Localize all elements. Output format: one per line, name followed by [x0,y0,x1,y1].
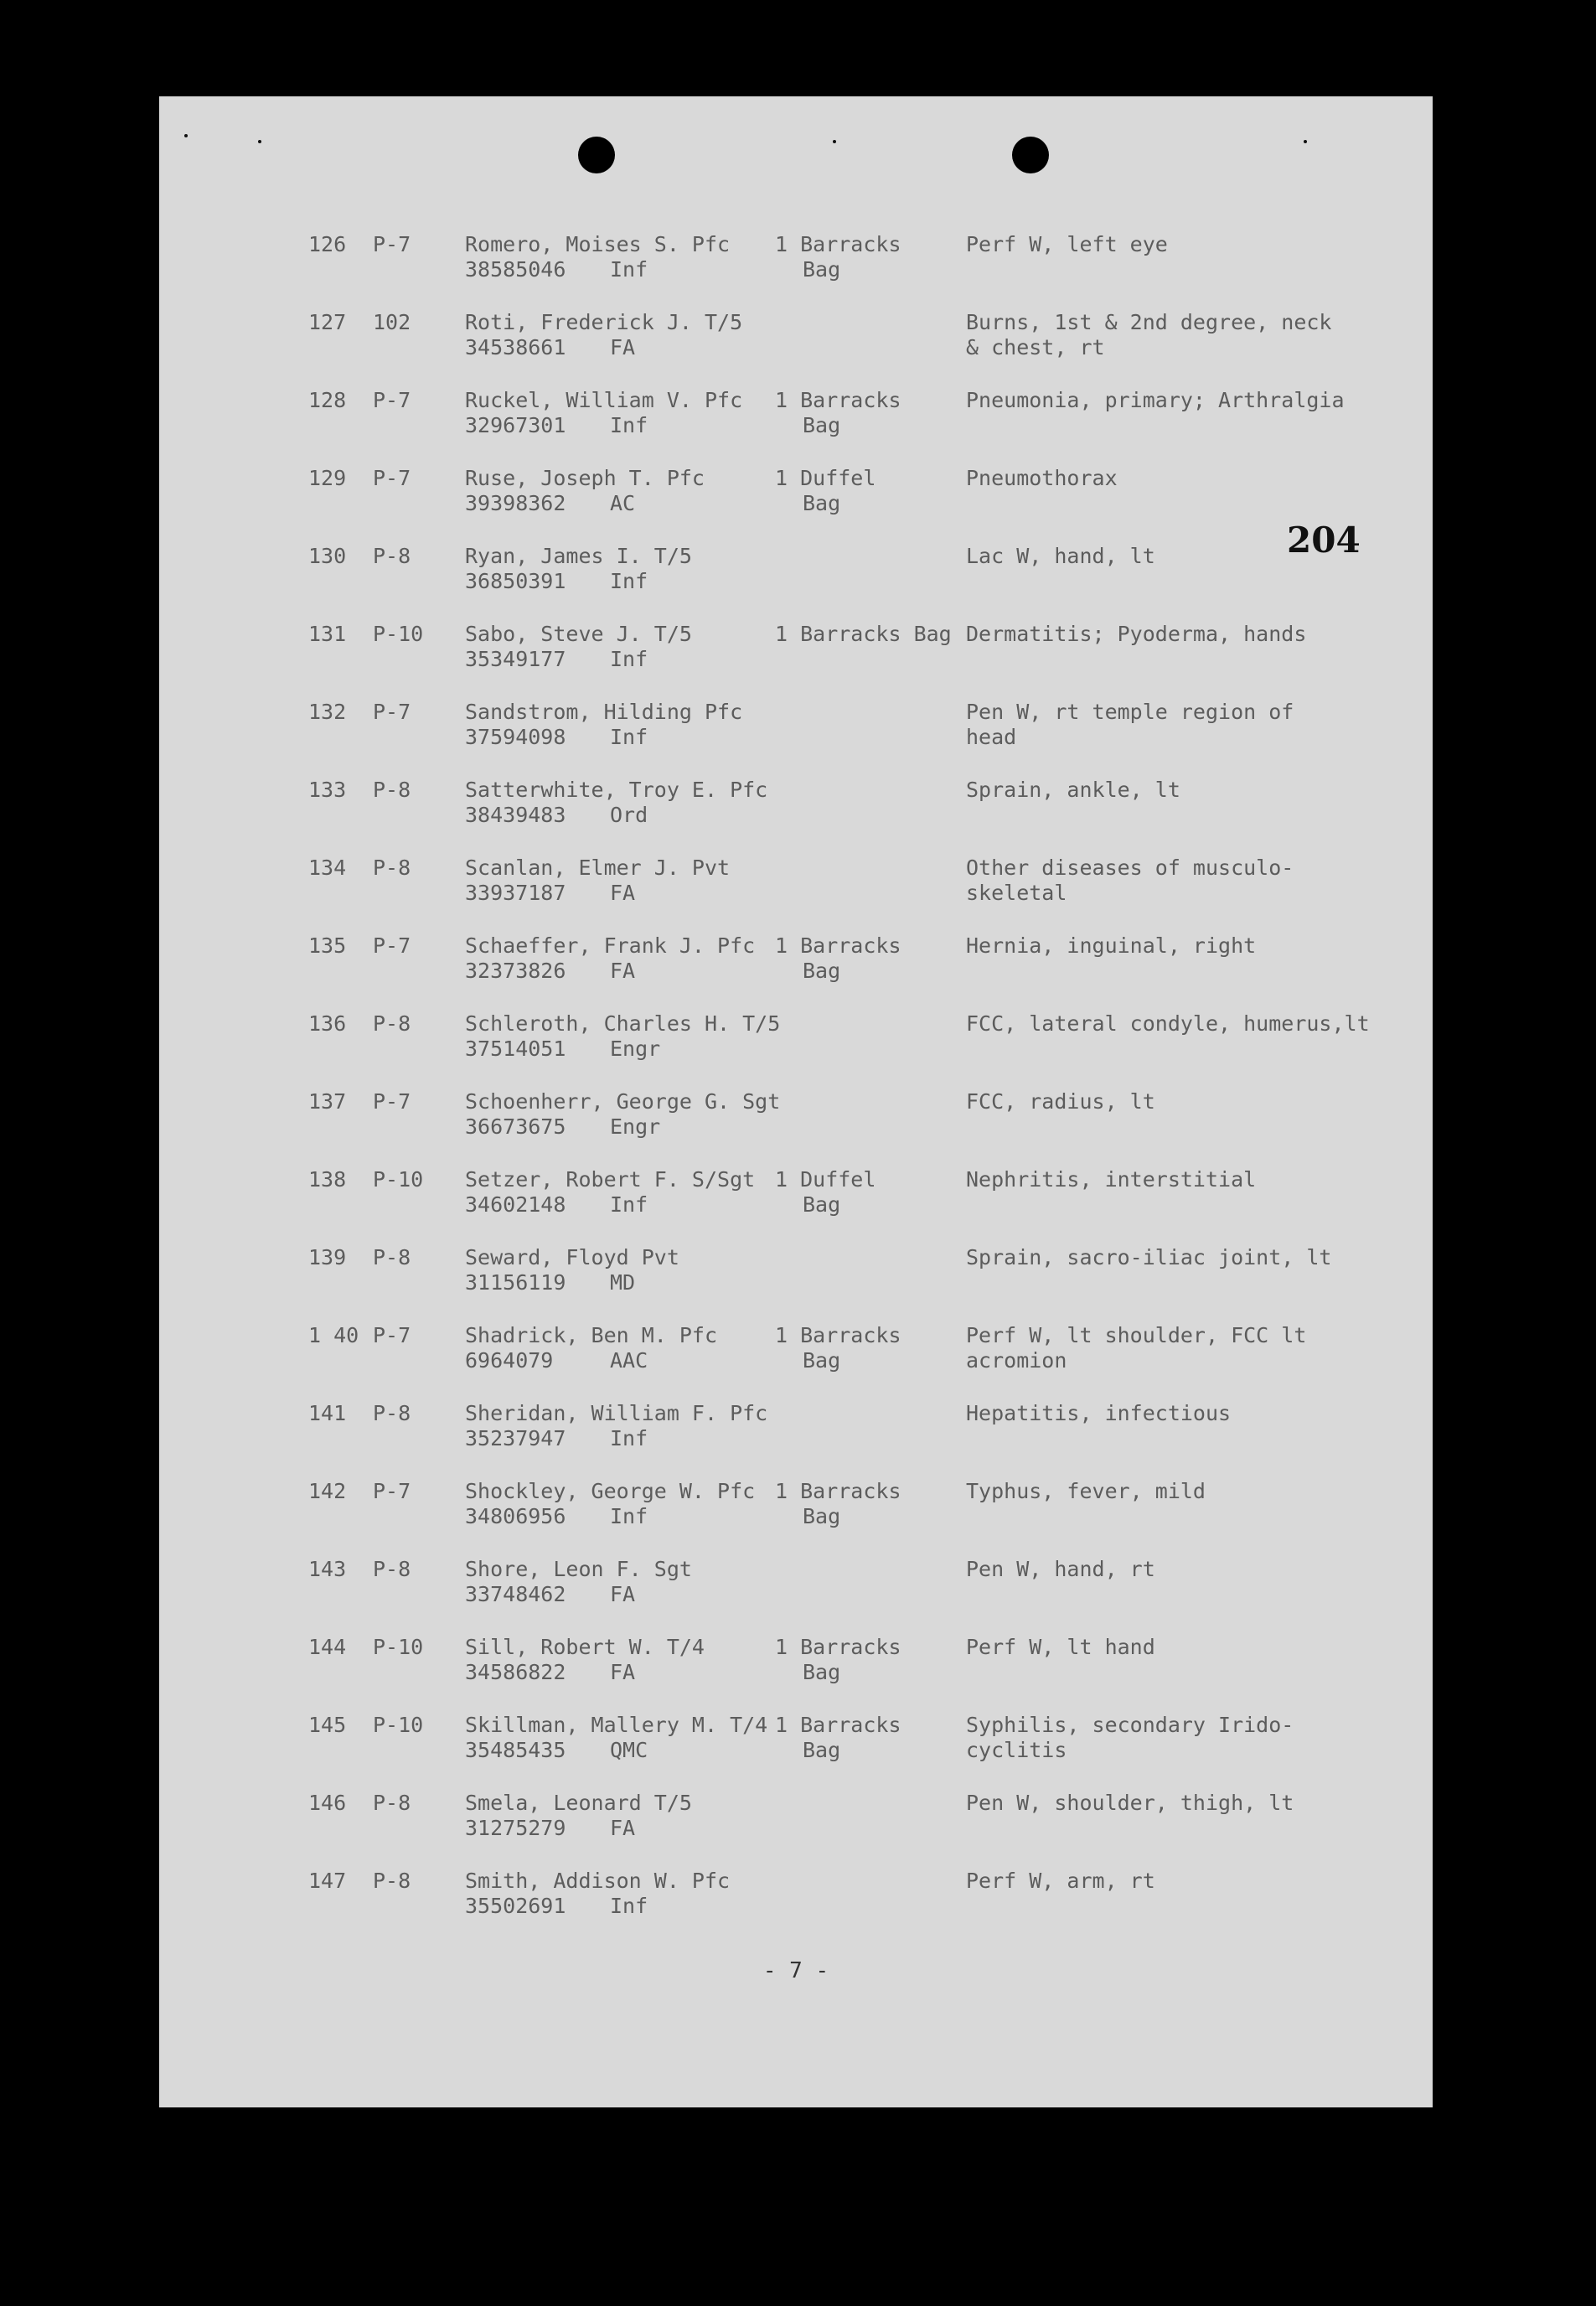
patient-name: Smith, Addison W. Pfc [465,1869,731,1893]
diagnosis-line-1: Perf W, lt shoulder, FCC lt [966,1323,1307,1347]
serial-number: 33748462 [465,1582,566,1606]
property-line-1: 1 Duffel [775,466,876,490]
patient-name: Shockley, George W. Pfc [465,1479,756,1503]
serial-number: 35237947 [465,1426,566,1450]
property-line-2: Bag [803,1660,841,1684]
entry-number: 146 [308,1791,347,1815]
entry-number: 147 [308,1869,347,1893]
branch-of-service: AC [610,491,636,515]
property-line-1: 1 Barracks [775,1479,901,1503]
entry-number: 141 [308,1401,347,1425]
ward-code: P-7 [373,232,411,256]
ward-code: P-8 [373,1791,411,1815]
property-line-1: 1 Barracks Bag [775,622,952,646]
branch-of-service: FA [610,959,636,983]
list-row [159,388,1433,455]
property-line-1: 1 Barracks [775,232,901,256]
property-line-1: 1 Barracks [775,388,901,412]
branch-of-service: Engr [610,1114,661,1139]
list-row [159,1713,1433,1780]
ward-code: P-7 [373,1323,411,1347]
diagnosis-line-1: Perf W, arm, rt [966,1869,1155,1893]
entry-number: 142 [308,1479,347,1503]
paper-speck [184,134,188,137]
entry-number: 127 [308,310,347,334]
patient-name: Ryan, James I. T/5 [465,544,692,568]
list-row [159,1011,1433,1078]
serial-number: 38439483 [465,803,566,827]
patient-name: Setzer, Robert F. S/Sgt [465,1167,756,1192]
property-line-2: Bag [803,1348,841,1373]
paper-speck [1304,140,1307,143]
patient-name: Skillman, Mallery M. T/4 [465,1713,768,1737]
ward-code: P-8 [373,544,411,568]
serial-number: 39398362 [465,491,566,515]
property-line-1: 1 Barracks [775,1713,901,1737]
diagnosis-line-1: Typhus, fever, mild [966,1479,1206,1503]
diagnosis-line-1: Pneumothorax [966,466,1118,490]
ward-code: P-8 [373,1869,411,1893]
patient-name: Shadrick, Ben M. Pfc [465,1323,718,1347]
serial-number: 31156119 [465,1270,566,1295]
ward-code: P-10 [373,622,424,646]
page-number: - 7 - [762,1958,829,1983]
property-line-1: 1 Duffel [775,1167,876,1192]
branch-of-service: FA [610,1816,636,1840]
list-row [159,1401,1433,1468]
diagnosis-line-1: Sprain, ankle, lt [966,778,1180,802]
ward-code: P-10 [373,1167,424,1192]
diagnosis-line-2: & chest, rt [966,335,1105,359]
diagnosis-line-1: Hernia, inguinal, right [966,933,1257,958]
list-row [159,933,1433,1000]
branch-of-service: Inf [610,725,648,749]
entry-number: 136 [308,1011,347,1036]
property-line-2: Bag [803,1738,841,1762]
ward-code: P-8 [373,856,411,880]
diagnosis-line-1: Other diseases of musculo- [966,856,1294,880]
property-line-2: Bag [803,1192,841,1217]
list-row [159,310,1433,377]
diagnosis-line-2: skeletal [966,881,1067,905]
branch-of-service: FA [610,1582,636,1606]
property-line-2: Bag [803,257,841,282]
entry-number: 1 40 [308,1323,359,1347]
page-stamp-number: 204 [1287,520,1361,561]
list-row [159,1869,1433,1936]
serial-number: 31275279 [465,1816,566,1840]
property-line-1: 1 Barracks [775,933,901,958]
branch-of-service: Inf [610,1504,648,1528]
serial-number: 6964079 [465,1348,554,1373]
diagnosis-line-1: Lac W, hand, lt [966,544,1155,568]
ward-code: P-10 [373,1713,424,1737]
property-line-2: Bag [803,413,841,437]
entry-number: 132 [308,700,347,724]
ward-code: P-10 [373,1635,424,1659]
branch-of-service: Inf [610,257,648,282]
list-row [159,622,1433,689]
list-row [159,466,1433,533]
list-row [159,1323,1433,1390]
serial-number: 34586822 [465,1660,566,1684]
entry-number: 126 [308,232,347,256]
property-line-2: Bag [803,491,841,515]
entry-number: 131 [308,622,347,646]
diagnosis-line-1: Nephritis, interstitial [966,1167,1257,1192]
patient-name: Schleroth, Charles H. T/5 [465,1011,781,1036]
diagnosis-line-1: Burns, 1st & 2nd degree, neck [966,310,1332,334]
diagnosis-line-1: Pneumonia, primary; Arthralgia [966,388,1345,412]
entry-number: 130 [308,544,347,568]
ward-code: P-8 [373,1557,411,1581]
serial-number: 34806956 [465,1504,566,1528]
ward-code: 102 [373,310,411,334]
entry-number: 128 [308,388,347,412]
list-row [159,544,1433,611]
diagnosis-line-2: cyclitis [966,1738,1067,1762]
entry-number: 133 [308,778,347,802]
diagnosis-line-1: Pen W, shoulder, thigh, lt [966,1791,1294,1815]
property-line-2: Bag [803,959,841,983]
paper-speck [833,140,836,143]
ward-code: P-7 [373,388,411,412]
branch-of-service: Inf [610,569,648,593]
list-row [159,1245,1433,1312]
diagnosis-line-2: head [966,725,1017,749]
patient-name: Sheridan, William F. Pfc [465,1401,768,1425]
list-row [159,700,1433,767]
property-line-2: Bag [803,1504,841,1528]
serial-number: 35349177 [465,647,566,671]
serial-number: 38585046 [465,257,566,282]
diagnosis-line-1: FCC, radius, lt [966,1089,1155,1114]
ward-code: P-8 [373,1401,411,1425]
branch-of-service: QMC [610,1738,648,1762]
list-row [159,1791,1433,1858]
patient-name: Seward, Floyd Pvt [465,1245,679,1269]
branch-of-service: FA [610,335,636,359]
serial-number: 35502691 [465,1894,566,1918]
patient-name: Satterwhite, Troy E. Pfc [465,778,768,802]
entry-number: 137 [308,1089,347,1114]
branch-of-service: Inf [610,1192,648,1217]
branch-of-service: MD [610,1270,636,1295]
patient-name: Ruse, Joseph T. Pfc [465,466,705,490]
branch-of-service: Inf [610,1426,648,1450]
list-row [159,1479,1433,1546]
ward-code: P-8 [373,778,411,802]
ward-code: P-8 [373,1011,411,1036]
punch-hole [1012,137,1049,173]
list-row [159,1635,1433,1702]
list-row [159,1167,1433,1234]
serial-number: 34538661 [465,335,566,359]
entry-number: 145 [308,1713,347,1737]
diagnosis-line-1: FCC, lateral condyle, humerus,lt [966,1011,1370,1036]
list-row [159,232,1433,299]
patient-name: Romero, Moises S. Pfc [465,232,731,256]
patient-name: Sabo, Steve J. T/5 [465,622,692,646]
patient-name: Schoenherr, George G. Sgt [465,1089,781,1114]
branch-of-service: Ord [610,803,648,827]
diagnosis-line-1: Hepatitis, infectious [966,1401,1232,1425]
entry-number: 144 [308,1635,347,1659]
serial-number: 32373826 [465,959,566,983]
entry-number: 143 [308,1557,347,1581]
punch-hole [578,137,615,173]
diagnosis-line-1: Dermatitis; Pyoderma, hands [966,622,1307,646]
diagnosis-line-1: Perf W, lt hand [966,1635,1155,1659]
ward-code: P-7 [373,466,411,490]
entry-number: 138 [308,1167,347,1192]
serial-number: 35485435 [465,1738,566,1762]
branch-of-service: Engr [610,1037,661,1061]
branch-of-service: Inf [610,413,648,437]
patient-name: Ruckel, William V. Pfc [465,388,743,412]
list-row [159,856,1433,923]
patient-name: Sill, Robert W. T/4 [465,1635,705,1659]
entry-number: 139 [308,1245,347,1269]
list-row [159,778,1433,845]
ward-code: P-7 [373,1089,411,1114]
ward-code: P-7 [373,933,411,958]
serial-number: 36673675 [465,1114,566,1139]
patient-name: Scanlan, Elmer J. Pvt [465,856,731,880]
patient-name: Roti, Frederick J. T/5 [465,310,743,334]
branch-of-service: FA [610,881,636,905]
branch-of-service: Inf [610,647,648,671]
patient-name: Sandstrom, Hilding Pfc [465,700,743,724]
branch-of-service: Inf [610,1894,648,1918]
property-line-1: 1 Barracks [775,1635,901,1659]
diagnosis-line-1: Pen W, hand, rt [966,1557,1155,1581]
list-row [159,1089,1433,1156]
branch-of-service: AAC [610,1348,648,1373]
ward-code: P-7 [373,700,411,724]
patient-name: Schaeffer, Frank J. Pfc [465,933,756,958]
serial-number: 36850391 [465,569,566,593]
diagnosis-line-1: Syphilis, secondary Irido- [966,1713,1294,1737]
ward-code: P-7 [373,1479,411,1503]
entry-number: 134 [308,856,347,880]
diagnosis-line-1: Sprain, sacro-iliac joint, lt [966,1245,1332,1269]
patient-name: Shore, Leon F. Sgt [465,1557,692,1581]
entry-number: 129 [308,466,347,490]
serial-number: 37514051 [465,1037,566,1061]
entry-number: 135 [308,933,347,958]
patient-name: Smela, Leonard T/5 [465,1791,692,1815]
paper-speck [258,140,261,143]
serial-number: 37594098 [465,725,566,749]
serial-number: 33937187 [465,881,566,905]
list-row [159,1557,1433,1624]
diagnosis-line-1: Pen W, rt temple region of [966,700,1294,724]
serial-number: 34602148 [465,1192,566,1217]
property-line-1: 1 Barracks [775,1323,901,1347]
ward-code: P-8 [373,1245,411,1269]
document-page [159,96,1433,2107]
diagnosis-line-1: Perf W, left eye [966,232,1168,256]
diagnosis-line-2: acromion [966,1348,1067,1373]
branch-of-service: FA [610,1660,636,1684]
serial-number: 32967301 [465,413,566,437]
